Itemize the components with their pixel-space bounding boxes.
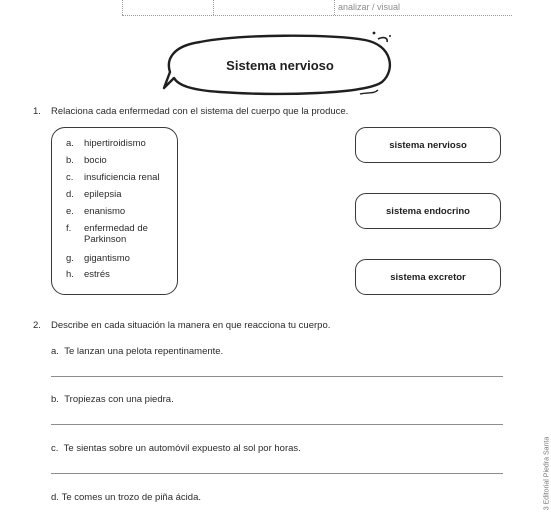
page-title: Sistema nervioso	[226, 58, 334, 73]
question-number: 1.	[33, 106, 41, 117]
list-item: c. insuficiencia renal	[66, 172, 160, 183]
question-number: 2.	[33, 320, 41, 331]
system-box-excretor[interactable]: sistema excretor	[355, 259, 501, 295]
header-tag: analizar / visual	[338, 2, 401, 12]
system-box-endocrino[interactable]: sistema endocrino	[355, 193, 501, 229]
header-divider	[334, 0, 335, 15]
list-item: g. gigantismo	[66, 253, 130, 264]
list-item: d. epilepsia	[66, 189, 122, 200]
header-divider	[213, 0, 214, 15]
list-item: e. enanismo	[66, 206, 126, 217]
list-item: f. enfermedad de Parkinson	[66, 223, 148, 245]
list-item: h. estrés	[66, 269, 110, 280]
question-prompt: Describe en cada situación la manera en que reacciona tu cuerpo.	[51, 320, 331, 331]
header-divider	[122, 0, 123, 15]
situation-item: b. Tropiezas con una piedra.	[51, 394, 174, 405]
list-item: b. bocio	[66, 155, 107, 166]
answer-line[interactable]	[51, 473, 503, 474]
situation-item: c. Te sientas sobre un automóvil expuesto al sol por horas.	[51, 443, 301, 454]
answer-line[interactable]	[51, 424, 503, 425]
answer-line[interactable]	[51, 376, 503, 377]
situation-item: d. Te comes un trozo de piña ácida.	[51, 492, 201, 503]
list-item: a. hipertiroidismo	[66, 138, 146, 149]
situation-item: a. Te lanzan una pelota repentinamente.	[51, 346, 224, 357]
header-rule	[122, 15, 512, 16]
publisher-credit: 3 Editorial Piedra Santa	[543, 436, 551, 511]
system-box-nervioso[interactable]: sistema nervioso	[355, 127, 501, 163]
question-prompt: Relaciona cada enfermedad con el sistema del cuerpo que la produce.	[51, 106, 349, 117]
